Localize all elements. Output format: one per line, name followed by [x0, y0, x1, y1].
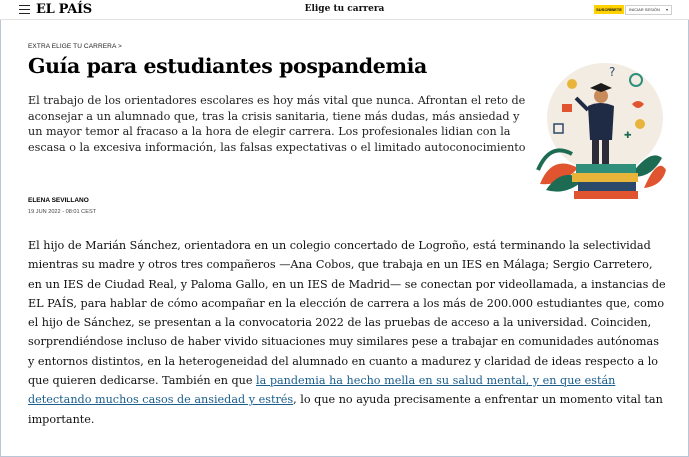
login-label: INICIAR SESIÓN	[629, 7, 660, 12]
article-lead: El trabajo de los orientadores escolares es hoy más vital que nunca. Afrontan el reto de aconsejar a un alumnado que, tras la crisis sanitaria, tiene más dudas, más ansiedad y un mayor temor al fracaso a la hora de elegir carrera. Los profesionales lidian con la escasa o la excesiva información, las falsas expectativas o el limitado autoconocimiento	[28, 94, 526, 154]
svg-text:✚: ✚	[624, 131, 632, 141]
article-headline: Guía para estudiantes pospandemia	[28, 54, 427, 78]
article-date: 19 JUN 2022 - 08:01 CEST	[28, 209, 97, 215]
body-inline-link[interactable]: la pandemia ha hecho mella en su salud mental, y en que están detectando muchos casos de ansiedad y estrés	[28, 374, 616, 407]
article-kicker[interactable]: EXTRA ELIGE TU CARRERA >	[28, 43, 122, 50]
body-text-part: El hijo de Marián Sánchez, orientadora en un colegio concertado de Logroño, está terminando la selectividad mientras su madre y otros tres compañeros —Ana Cobos, que trabaja en un IES en Málaga; Sergio Carretero, en un IES de Ciudad Real, y Paloma Gallo, en un IES de Madrid— se conectan por videollamada, a instancias de EL PAÍS, para hablar de cómo acompañar en la elección de carrera a los más de 200.000 estudiantes que, como el hijo de Sánchez, se presentan a la convocatoria 2022 de las pruebas de acceso a la universidad. Coinciden, sorprendiéndose incluso de haber vivido situaciones muy similares pese a trabajar en comunidades autónomas y entornos distintos, en la heterogeneidad del alumnado en cuanto a madurez y claridad de ideas respecto a lo que quieren dedicarse. También en que	[28, 239, 666, 388]
top-navigation-bar	[0, 0, 689, 20]
login-button[interactable]	[625, 5, 672, 15]
article-author[interactable]: ELENA SEVILLANO	[28, 197, 89, 204]
caret-down-icon: ▾	[665, 7, 668, 12]
article-body	[28, 236, 668, 429]
svg-text:?: ?	[609, 65, 616, 79]
section-title[interactable]: Elige tu carrera	[304, 4, 385, 14]
body-text-part: , lo que no ayuda precisamente a enfrentar un momento vital tan importante.	[28, 393, 663, 426]
subscribe-button[interactable]: SUSCRÍBETE	[594, 5, 624, 14]
site-logo[interactable]: EL PAÍS	[36, 2, 92, 17]
article-illustration	[532, 58, 670, 200]
